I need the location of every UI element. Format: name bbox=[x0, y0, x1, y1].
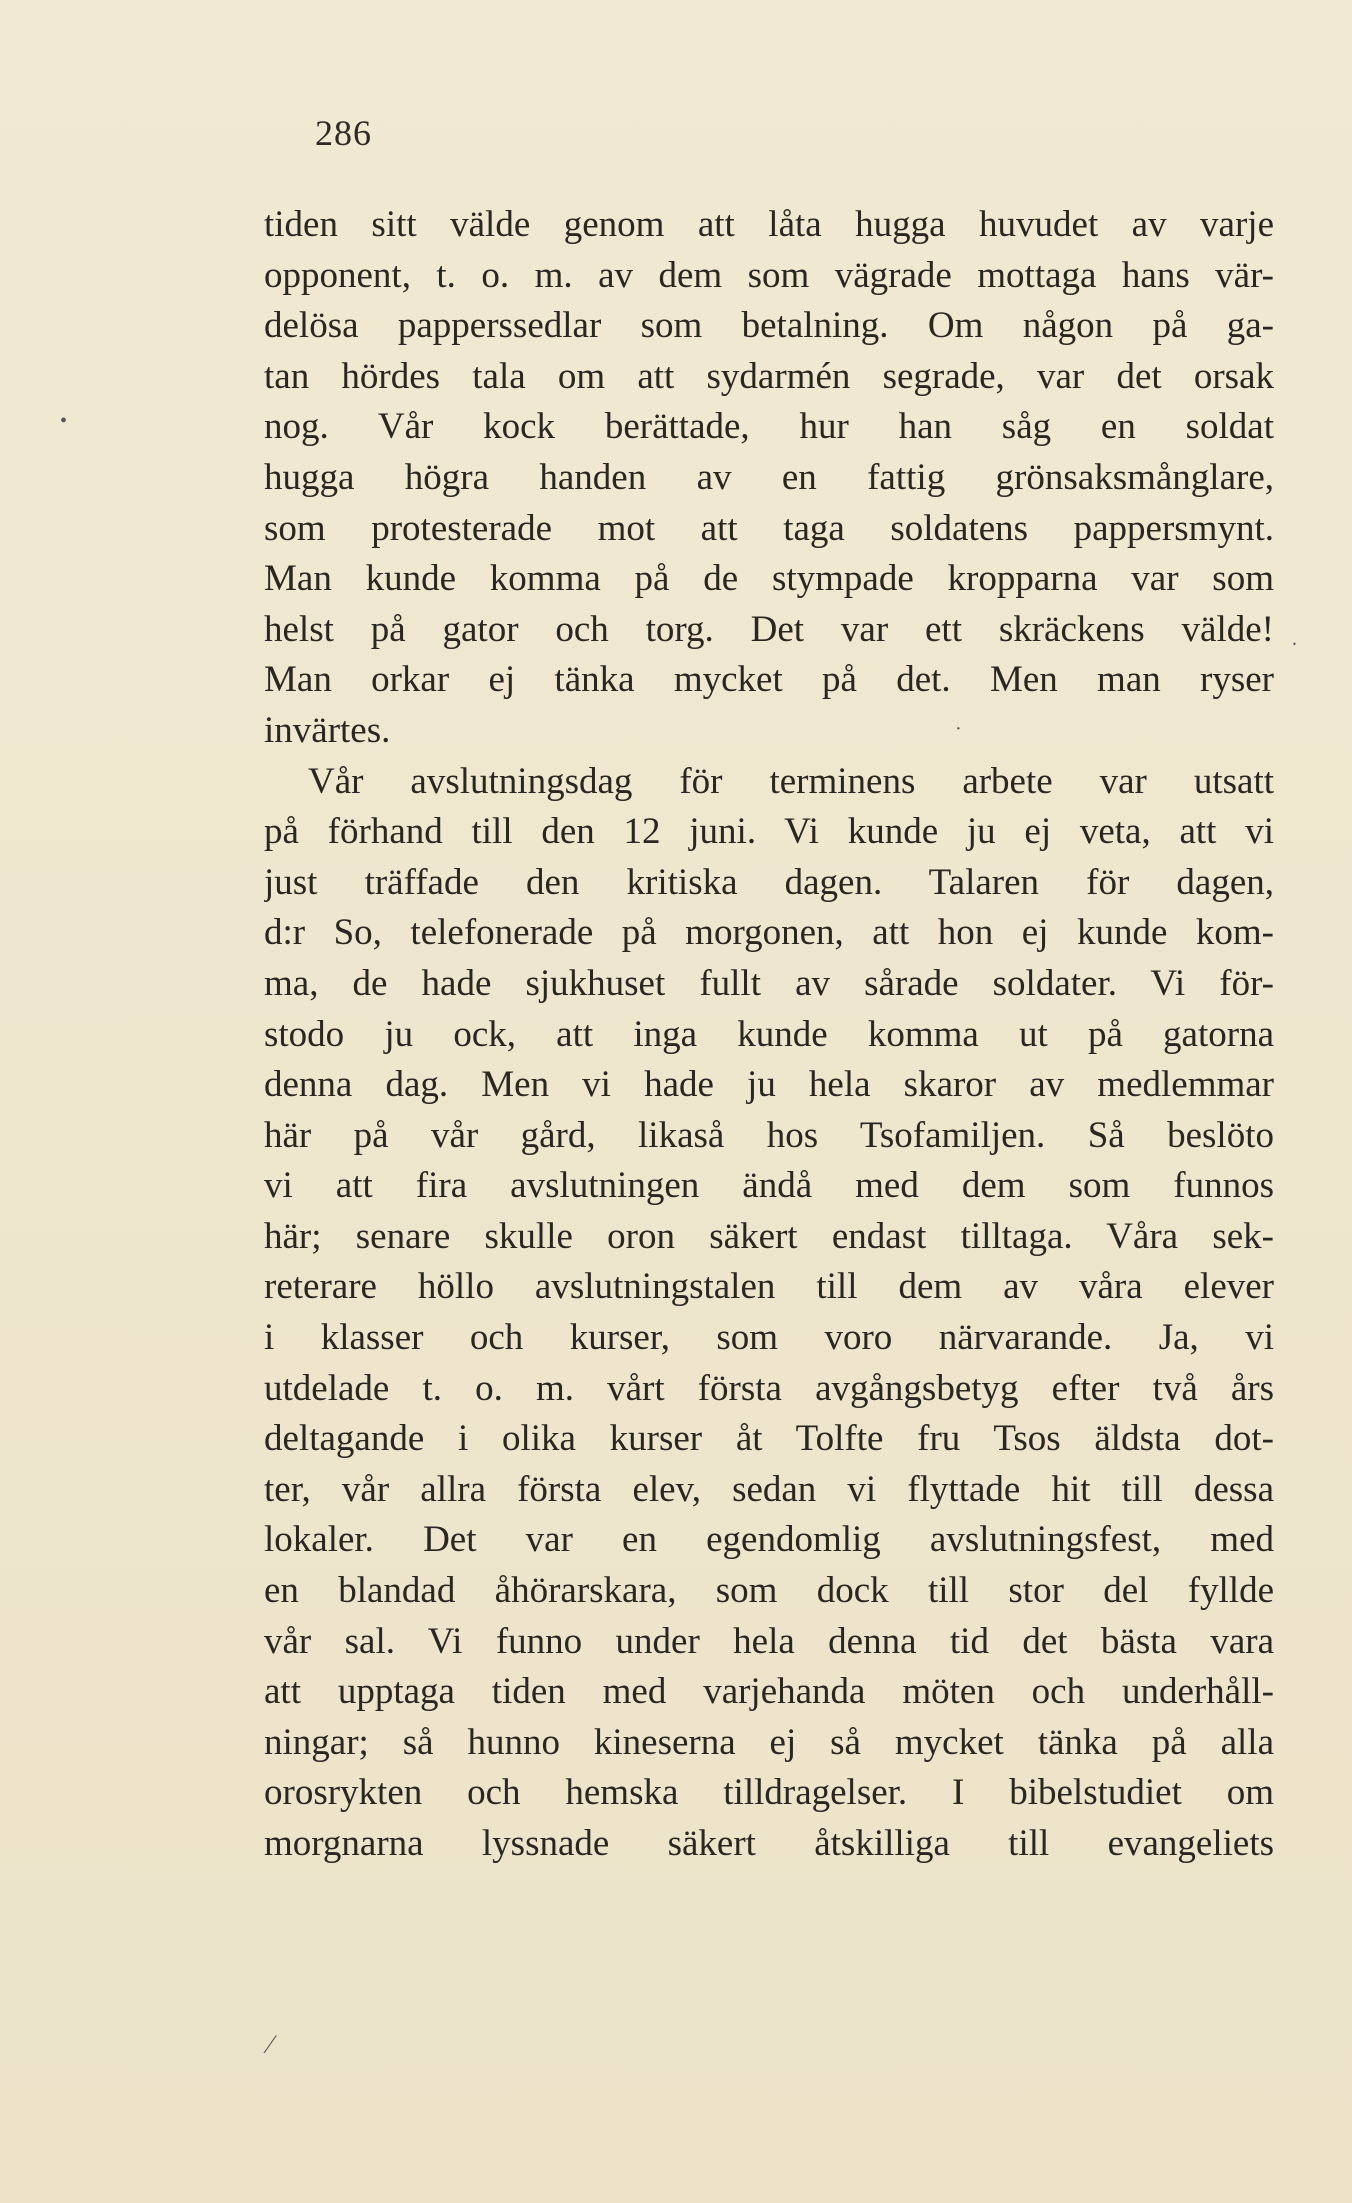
text-line: utdelade t. o. m. vårt första avgångsbetyg efter två års bbox=[264, 1367, 1274, 1409]
page-speck: . bbox=[1292, 628, 1297, 650]
text-line: opponent, t. o. m. av dem som vägrade mottaga hans vär- bbox=[264, 254, 1274, 296]
text-line: denna dag. Men vi hade ju hela skaror av medlemmar bbox=[264, 1064, 1274, 1106]
text-line: d:r So, telefonerade på morgonen, att hon ej kunde kom- bbox=[264, 912, 1274, 954]
text-line: i klasser och kurser, som voro närvarande. Ja, vi bbox=[264, 1317, 1274, 1359]
text-line: hugga högra handen av en fattig grönsaksmånglare, bbox=[264, 456, 1274, 498]
text-line: tiden sitt välde genom att låta hugga huvudet av varje bbox=[264, 204, 1274, 245]
text-line: ningar; så hunno kineserna ej så mycket tänka på alla bbox=[264, 1721, 1274, 1763]
text-line: invärtes. bbox=[264, 709, 391, 751]
page-speck: • bbox=[60, 410, 68, 432]
text-line: vår sal. Vi funno under hela denna tid det bästa vara bbox=[264, 1620, 1274, 1662]
text-line: Man orkar ej tänka mycket på det. Men man ryser bbox=[264, 659, 1274, 701]
text-line: orosrykten och hemska tilldragelser. I bibelstudiet om bbox=[264, 1772, 1274, 1814]
text-line: Vår avslutningsdag för terminens arbete var utsatt bbox=[308, 760, 1274, 802]
text-line: vi att fira avslutningen ändå med dem som funnos bbox=[264, 1165, 1274, 1207]
page-speck: ⁄ bbox=[268, 2030, 273, 2059]
body-text bbox=[264, 200, 1274, 1870]
text-line: ma, de hade sjukhuset fullt av sårade soldater. Vi för- bbox=[264, 962, 1274, 1004]
text-line: här på vår gård, likaså hos Tsofamiljen. Så beslöto bbox=[264, 1114, 1274, 1156]
text-line: att upptaga tiden med varjehanda möten och underhåll- bbox=[264, 1671, 1274, 1713]
text-line: helst på gator och torg. Det var ett skräckens välde! bbox=[264, 608, 1274, 650]
text-line: delösa papperssedlar som betalning. Om någon på ga- bbox=[264, 305, 1274, 347]
page-speck: · bbox=[955, 718, 962, 740]
text-line: som protesterade mot att taga soldatens pappersmynt. bbox=[264, 507, 1274, 549]
text-line: tan hördes tala om att sydarmén segrade, var det orsak bbox=[264, 355, 1274, 397]
text-line: nog. Vår kock berättade, hur han såg en soldat bbox=[264, 406, 1274, 448]
text-line: morgnarna lyssnade säkert åtskilliga till evangeliets bbox=[264, 1823, 1274, 1864]
text-line: ter, vår allra första elev, sedan vi flyttade hit till dessa bbox=[264, 1468, 1274, 1510]
page-number: 286 bbox=[315, 113, 372, 153]
text-line: en blandad åhörarskara, som dock till stor del fyllde bbox=[264, 1570, 1274, 1612]
text-line: på förhand till den 12 juni. Vi kunde ju ej veta, att vi bbox=[264, 811, 1274, 853]
text-line: reterare höllo avslutningstalen till dem av våra elever bbox=[264, 1266, 1274, 1308]
text-line: deltagande i olika kurser åt Tolfte fru Tsos äldsta dot- bbox=[264, 1418, 1274, 1460]
text-line: stodo ju ock, att inga kunde komma ut på gatorna bbox=[264, 1013, 1274, 1055]
text-line: lokaler. Det var en egendomlig avslutningsfest, med bbox=[264, 1519, 1274, 1561]
text-line: just träffade den kritiska dagen. Talaren för dagen, bbox=[264, 861, 1274, 903]
text-line: Man kunde komma på de stympade kropparna var som bbox=[264, 558, 1274, 600]
text-line: här; senare skulle oron säkert endast tilltaga. Våra sek- bbox=[264, 1215, 1274, 1257]
